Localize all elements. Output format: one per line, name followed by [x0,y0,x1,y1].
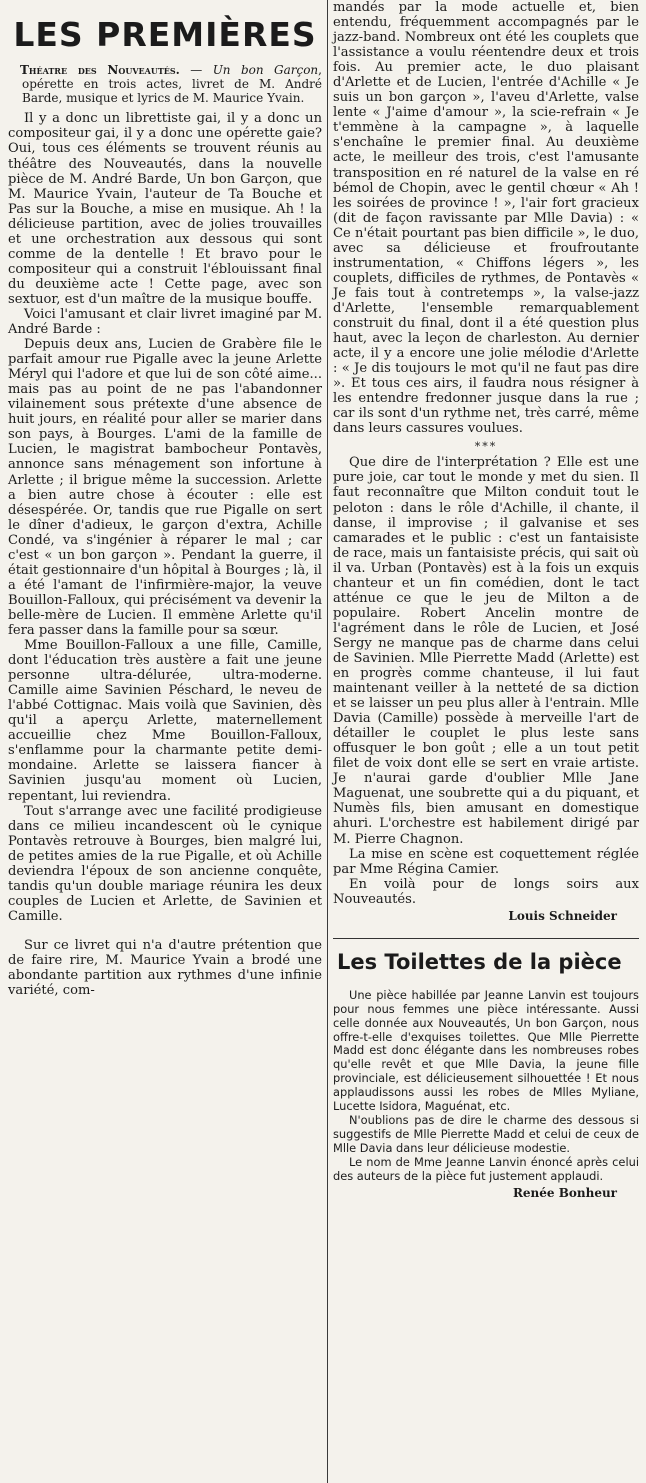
review-paragraph: Mme Bouillon-Falloux a une fille, Camille, dont l'éducation très austère a fait une jeune personne ultra-délurée, ultra-moderne. Camille aime Savinien Péschard, le neveu de l'abbé Cottignac. Mais voilà que Savinien, dès qu'il a aperçu Arlette, maternellement accueillie chez Mme Bouillon-Falloux, s'enflamme pour la charmante petite demi-mondaine. Arlette se laissera fiancer à Savinien jusqu'au moment où Lucien, repentant, lui reviendra. [8,638,322,804]
lead-play-title: Un bon Garçon [212,63,319,77]
review-lead [8,64,322,105]
lead-details: , opérette en trois actes, livret de M. André Barde, musique et lyrics de M. Maurice Yvain. [22,63,322,105]
lead-venue: Théatre des Nouveautés. [20,63,180,77]
toilettes-paragraph: Une pièce habillée par Jeanne Lanvin est toujours pour nous femmes une pièce intéressante. Aussi celle donnée aux Nouveautés, Un bon Garçon, nous offre-t-elle d'exquises toilettes. Que Mlle Pierrette Madd est donc élégante dans les nombreuses robes qu'elle revêt et que Mlle Davia, la jeune fille provinciale, est délicieusement silhouettée ! Et nous applaudissons aussi les robes de Mlles Myliane, Lucette Isidora, Maguénat, etc. [333,987,639,1114]
review-paragraph: Tout s'arrange avec une facilité prodigieuse dans ce milieu incandescent où le cynique Pontavès retrouve à Bourges, bien malgré lui, de petites amies de la rue Pigalle, et où Achille deviendra l'époux de son ancienne conquête, tandis qu'un double mariage réunira les deux couples de Lucien et Arlette, de Savinien et Camille. [8,803,322,924]
toilettes-article [333,989,639,1201]
review-paragraph: Il y a donc un librettiste gai, il y a donc un compositeur gai, il y a donc une opérette gaie? Oui, tous ces éléments se trouvent réunis au théâtre des Nouveautés, dans la nouvelle pièce de M. André Barde, Un bon Garçon, que M. Maurice Yvain, l'auteur de Ta Bouche et Pas sur la Bouche, a mise en musique. Ah ! la délicieuse partition, avec de jolies trouvailles et une orchestration aux dessous qui sont comme de la dentelle ! Et bravo pour le compositeur qui a construit l'éblouissant final du deuxième acte ! Cette page, avec son sextuor, est d'un maître de la musique bouffe. [8,111,322,307]
review-paragraph: Sur ce livret qui n'a d'autre prétention que de faire rire, M. Maurice Yvain a brodé une abondante partition aux rythmes d'une infinie variété, com- [8,937,322,999]
column-rule [327,0,328,1483]
paragraph-gap [8,924,322,938]
review-paragraph: En voilà pour de longs soirs aux Nouveautés. [333,876,639,907]
column-left [8,0,322,998]
section-masthead: LES PREMIÈRES [13,15,317,54]
review-paragraph: La mise en scène est coquettement réglée par Mme Régina Camier. [333,846,639,877]
review-paragraph: Depuis deux ans, Lucien de Grabère file le parfait amour rue Pigalle avec la jeune Arlette Méryl qui l'adore et que lui de son côté aime... mais pas au point de ne pas l'abandonner vilainement sous prétexte d'une absence de huit jours, en réalité pour aller se marier dans son pays, à Bourges. L'ami de la famille de Lucien, le magistrat bambocheur Pontavès, annonce sans ménagement son infortune à Arlette ; il brigue même la succession. Arlette a bien autre chose à écouter : elle est désespérée. Or, tandis que rue Pigalle on sert le dîner d'adieux, le garçon d'extra, Achille Condé, va s'ingénier à réparer le mal ; car c'est « un bon garçon ». Pendant la guerre, il était gestionnaire d'un hôpital à Bourges ; là, il a été l'amant de l'infirmière-major, la veuve Bouillon-Falloux, qui précisément va devenir la belle-mère de Lucien. Il emmène Arlette qu'il fera passer dans la famille pour sa sœur. [8,337,322,638]
article-divider [333,938,639,939]
review-paragraph: mandés par la mode actuelle et, bien entendu, fréquemment accompagnés par le jazz-band. Nombreux ont été les couplets que l'assistance a voulu réentendre deux et trois fois. Au premier acte, le duo plaisant d'Arlette et de Lucien, l'entrée d'Achille « Je suis un bon garçon », l'aveu d'Arlette, valse lente « J'aime d'amour », la scie-refrain « Je t'emmène à la campagne », à laquelle s'enchaîne le premier final. Au deuxième acte, le meilleur des trois, c'est l'amusante transposition en ré naturel de la valse en ré bémol de Chopin, avec le gentil chœur « Ah ! les soirées de province ! », l'air fort gracieux (dit de façon ravissante par Mlle Davia) : « Ce n'était pourtant pas bien difficile », le duo, avec sa délicieuse et froufroutante instrumentation, « Chiffons légers », les couplets, difficiles de rythmes, de Pontavès « Je fais tout à contretemps », la valse-jazz d'Arlette, l'ensemble remarquablement construit du final, dont il a été question plus haut, avec la leçon de charleston. Au dernier acte, il y a encore une jolie mélodie d'Arlette : « Je dis toujours le mot qu'il ne faut pas dire ». Et tous ces airs, il faudra nous résigner à les entendre fredonner jusque dans la rue ; car ils sont d'un rythme net, très carré, même dans leurs cassures voulues. [333,0,639,437]
review-signature: Louis Schneider [508,908,617,923]
review-paragraph: Que dire de l'interprétation ? Elle est une pure joie, car tout le monde y met du sien. Il faut reconnaître que Milton conduit tout le peloton : dans le rôle d'Achille, il chante, il danse, il improvise ; il galvanise et ses camarades et le public : c'est un fantaisiste de race, mais un fantaisiste précis, qui sait où il va. Urban (Pontavès) est à la fois un exquis chanteur et un fin comédien, dont le tact atténue ce que le jeu de Milton a de populaire. Robert Ancelin montre de l'agrément dans le rôle de Lucien, et José Sergy ne manque pas de charme dans celui de Savinien. Mlle Pierrette Madd (Arlette) est en progrès comme chanteuse, il lui faut maintenant veiller à la netteté de sa diction et se laisser un peu plus aller à l'entrain. Mlle Davia (Camille) possède à merveille l'art de détailler le couplet le plus leste sans offusquer le bon goût ; elle a un tout petit filet de voix dont elle se sert en vraie artiste. Je n'aurai garde d'oublier Mlle Jane Maguenat, une soubrette qui a du piquant, et Numès fils, bien amusant en domestique ahuri. L'orchestre est habilement dirigé par M. Pierre Chagnon. [333,455,639,847]
toilettes-paragraph: N'oublions pas de dire le charme des dessous si suggestifs de Mlle Pierrette Madd et celui de ceux de Mlle Davia dans leur délicieuse modestie. [333,1112,639,1155]
section-separator: *** [474,440,498,454]
lead-dash: — [179,63,213,77]
toilettes-title: Les Toilettes de la pièce [337,949,622,974]
review-paragraph: Voici l'amusant et clair livret imaginé par M. André Barde : [8,307,322,338]
toilettes-paragraph: Le nom de Mme Jeanne Lanvin énoncé après celui des auteurs de la pièce fut justement applaudi. [333,1154,639,1183]
column-right [333,0,639,1201]
toilettes-signature: Renée Bonheur [512,1185,617,1200]
